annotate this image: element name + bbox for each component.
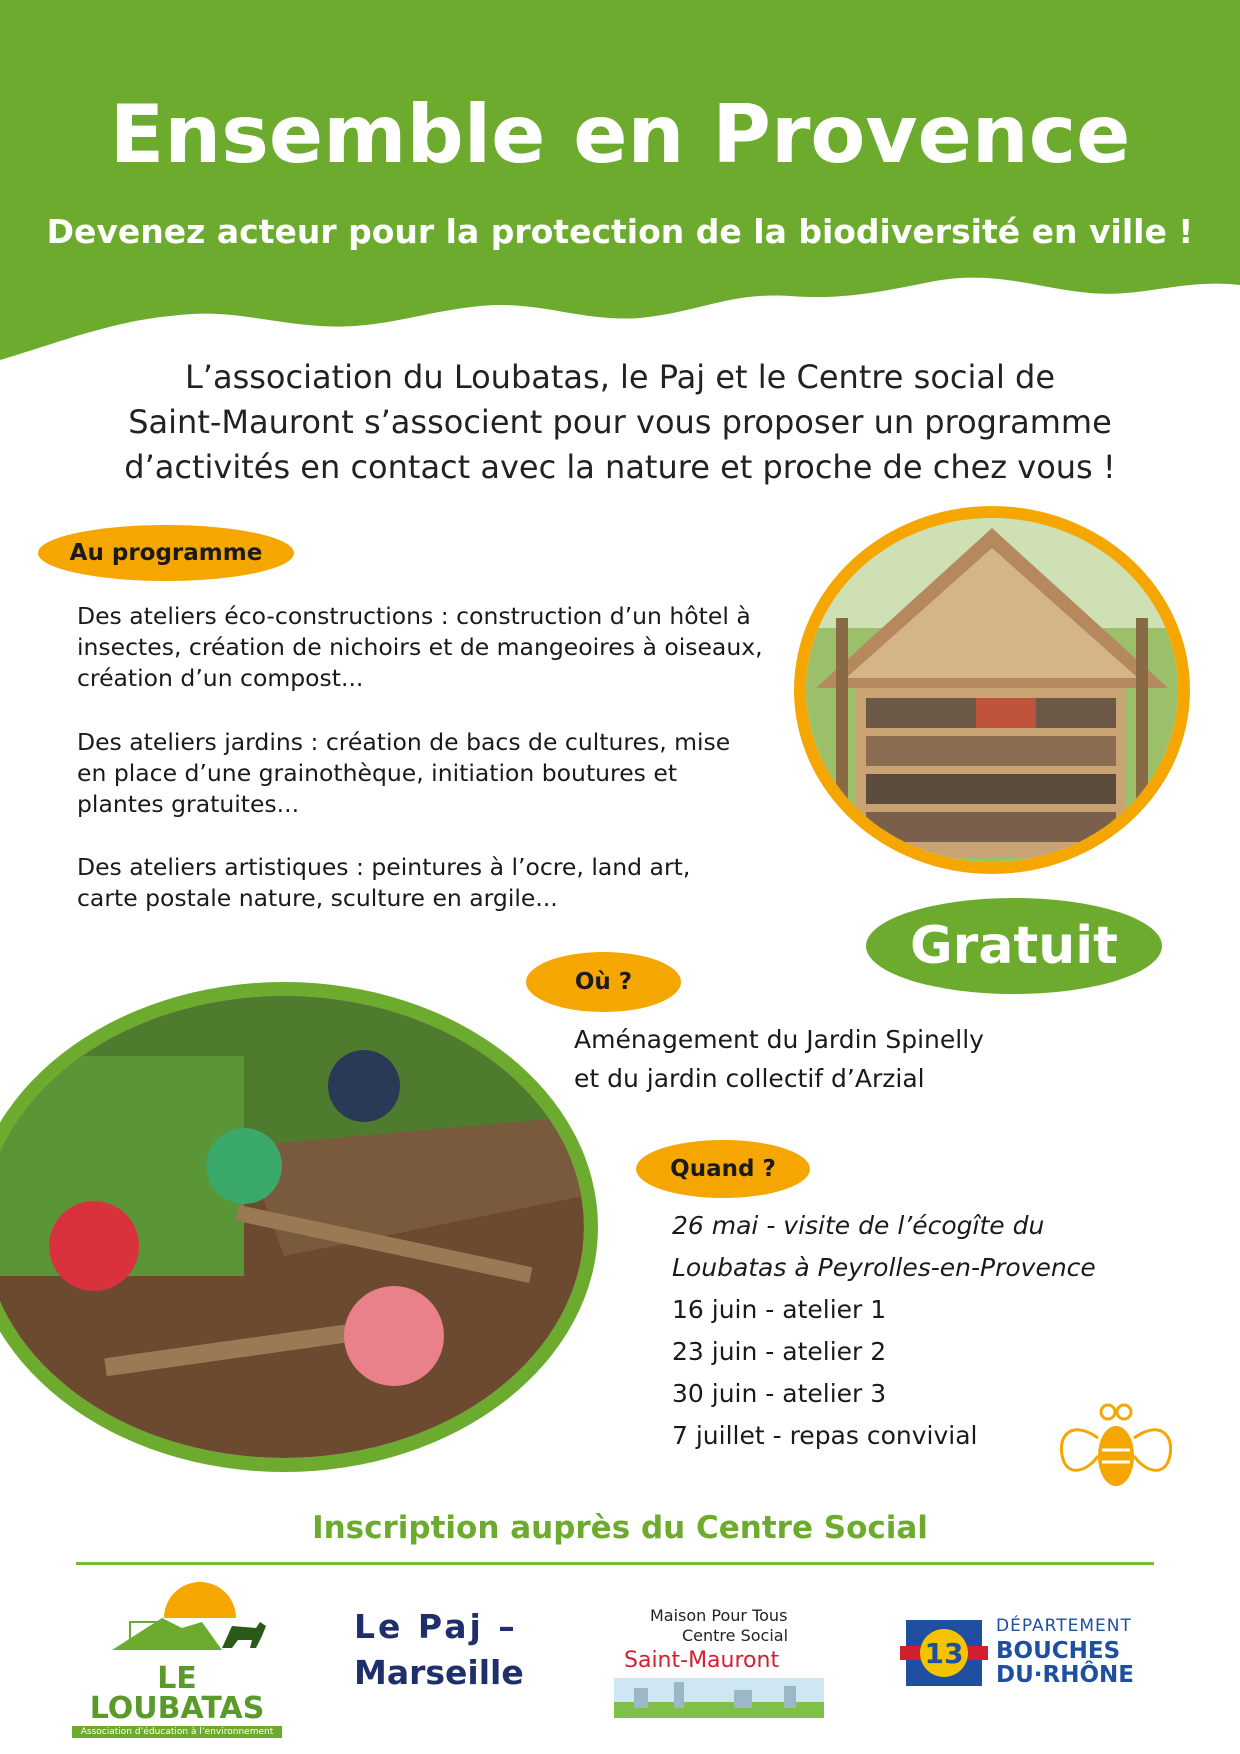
intro-line: d’activités en contact avec la nature et proche de chez vous !	[124, 448, 1116, 486]
centre-line1: Maison Pour Tous	[650, 1606, 788, 1625]
ou-text	[574, 1020, 984, 1098]
text-line: carte postale nature, sculture en argile...	[77, 884, 558, 912]
inscription-text: Inscription auprès du Centre Social	[312, 1510, 928, 1546]
centre-line3: Saint-Mauront	[624, 1648, 780, 1673]
gratuit-badge: Gratuit	[866, 898, 1162, 994]
departement-number: 13	[924, 1637, 964, 1670]
departement-emblem-icon	[900, 1620, 988, 1686]
quand-label: Quand ?	[670, 1156, 776, 1182]
garden-illustration	[0, 996, 584, 1458]
intro-line: Saint-Mauront s’associent pour vous proposer un programme	[128, 403, 1112, 441]
paj-line1: Le Paj –	[354, 1607, 518, 1646]
text-line: et du jardin collectif d’Arzial	[574, 1064, 925, 1093]
garden-photo	[0, 982, 598, 1472]
quand-item: 16 juin - atelier 1	[672, 1295, 887, 1324]
departement-line2: BOUCHES	[996, 1638, 1121, 1664]
paj-line2: Marseille	[354, 1653, 524, 1692]
departement-line3: DU·RHÔNE	[996, 1662, 1134, 1688]
header-band	[0, 0, 1240, 370]
insect-hotel-photo	[794, 506, 1190, 874]
loubatas-tagline: Association d’éducation à l’environnement	[72, 1726, 282, 1738]
ou-pill	[526, 952, 681, 1012]
text-line: Aménagement du Jardin Spinelly	[574, 1025, 984, 1054]
quand-item: 26 mai - visite de l’écogîte du	[672, 1211, 1045, 1240]
departement-line1: DÉPARTEMENT	[996, 1616, 1132, 1636]
intro-text	[60, 355, 1180, 490]
quand-list	[672, 1205, 1096, 1457]
loubatas-emblem-icon	[72, 1578, 282, 1660]
text-line: plantes gratuites...	[77, 790, 300, 818]
paj-logo	[354, 1604, 524, 1696]
skyline-icon	[614, 1678, 824, 1718]
quand-pill	[636, 1140, 810, 1198]
quand-item: 30 juin - atelier 3	[672, 1379, 887, 1408]
programme-label: Au programme	[69, 540, 263, 566]
loubatas-logo	[72, 1578, 282, 1737]
text-line: Des ateliers éco-constructions : construction d’un hôtel à	[77, 602, 751, 630]
divider	[76, 1562, 1154, 1565]
quand-item: Loubatas à Peyrolles-en-Provence	[672, 1253, 1096, 1282]
intro-line: L’association du Loubatas, le Paj et le Centre social de	[184, 358, 1056, 396]
loubatas-name: LE LOUBATAS	[89, 1661, 265, 1726]
text-line: insectes, création de nichoirs et de mangeoires à oiseaux,	[77, 633, 763, 661]
text-line: Des ateliers artistiques : peintures à l’ocre, land art,	[77, 853, 691, 881]
programme-paragraph-3	[77, 852, 690, 914]
quand-item: 23 juin - atelier 2	[672, 1337, 887, 1366]
text-line: en place d’une grainothèque, initiation boutures et	[77, 759, 678, 787]
programme-paragraph-1	[77, 601, 763, 694]
centre-social-logo	[614, 1606, 824, 1718]
quand-item: 7 juillet - repas convivial	[672, 1421, 978, 1450]
text-line: création d’un compost...	[77, 664, 364, 692]
page-subtitle: Devenez acteur pour la protection de la biodiversité en ville !	[46, 212, 1194, 251]
insect-hotel-illustration	[806, 518, 1178, 862]
ou-label: Où ?	[574, 969, 633, 995]
programme-pill	[38, 525, 294, 581]
programme-paragraph-2	[77, 727, 730, 820]
departement-logo	[900, 1616, 1140, 1688]
text-line: Des ateliers jardins : création de bacs de cultures, mise	[77, 728, 731, 756]
page-title: Ensemble en Provence	[109, 88, 1131, 181]
centre-line2: Centre Social	[682, 1626, 789, 1645]
bee-icon	[1050, 1398, 1182, 1490]
